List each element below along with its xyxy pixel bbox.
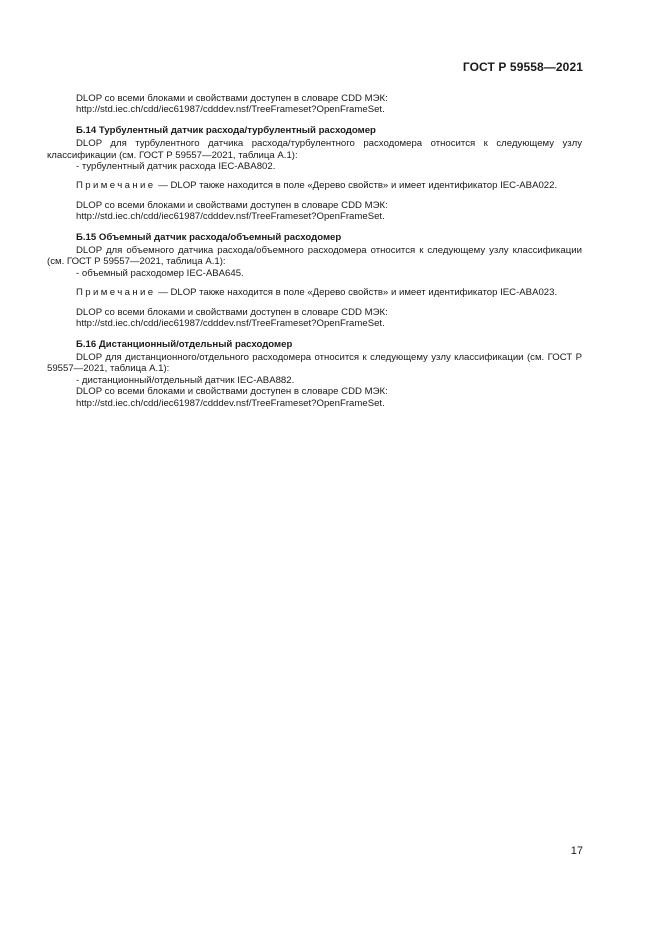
dlop-availability-text: DLOP со всеми блоками и свойствами доступен в словаре CDD МЭК: [76,306,388,318]
cdd-url: http://std.iec.ch/cdd/iec61987/cdddev.nsf/TreeFrameset?OpenFrameSet. [76,211,385,223]
section-b16-paragraph: DLOP для дистанционного/отдельного расходомера относится к следующему узлу классификации (см. ГОСТ Р 59557—2021, таблица А.1): [47,351,582,375]
section-b15-paragraph: DLOP для объемного датчика расхода/объемного расходомера относится к следующему узлу классификации (см. ГОСТ Р 59557—2021, таблица А.1): [47,245,582,268]
section-b14-note [47,180,582,191]
cdd-url: http://std.iec.ch/cdd/iec61987/cdddev.nsf/TreeFrameset?OpenFrameSet. [76,104,385,116]
page-content [47,93,582,409]
page-number: 17 [570,845,583,857]
note-text: — DLOP также находится в поле «Дерево свойств» и имеет идентификатор IEC-ABA023. [155,287,558,299]
section-b15-note [47,287,582,298]
section-heading-b14: Б.14 Турбулентный датчик расхода/турбулентный расходомер [76,124,376,136]
section-b16-list-item: - дистанционный/отдельный датчик IEC-ABA882. [76,374,295,386]
note-label: Примечание [76,287,156,299]
section-heading-b16: Б.16 Дистанционный/отдельный расходомер [76,338,293,350]
cdd-url: http://std.iec.ch/cdd/iec61987/cdddev.nsf/TreeFrameset?OpenFrameSet. [76,318,385,330]
note-label: Примечание [76,180,156,192]
dlop-availability-text: DLOP со всеми блоками и свойствами доступен в словаре CDD МЭК: [76,93,388,104]
standard-header: ГОСТ Р 59558—2021 [462,60,583,74]
section-b14-list-item: - турбулентный датчик расхода IEC-ABA802. [76,161,276,173]
dlop-availability-text: DLOP со всеми блоками и свойствами доступен в словаре CDD МЭК: [76,199,388,211]
cdd-url: http://std.iec.ch/cdd/iec61987/cdddev.nsf/TreeFrameset?OpenFrameSet. [76,397,385,409]
dlop-availability-text: DLOP со всеми блоками и свойствами доступен в словаре CDD МЭК: [76,386,388,398]
section-heading-b15: Б.15 Объемный датчик расхода/объемный расходомер [76,231,342,243]
section-b15-list-item: - объемный расходомер IEC-ABA645. [76,267,244,279]
note-text: — DLOP также находится в поле «Дерево свойств» и имеет идентификатор IEC-ABA022. [155,180,558,192]
section-b14-paragraph: DLOP для турбулентного датчика расхода/турбулентного расходомера относится к следующему узлу классификации (см. ГОСТ Р 59557—2021, таблица А.1): [47,138,582,161]
